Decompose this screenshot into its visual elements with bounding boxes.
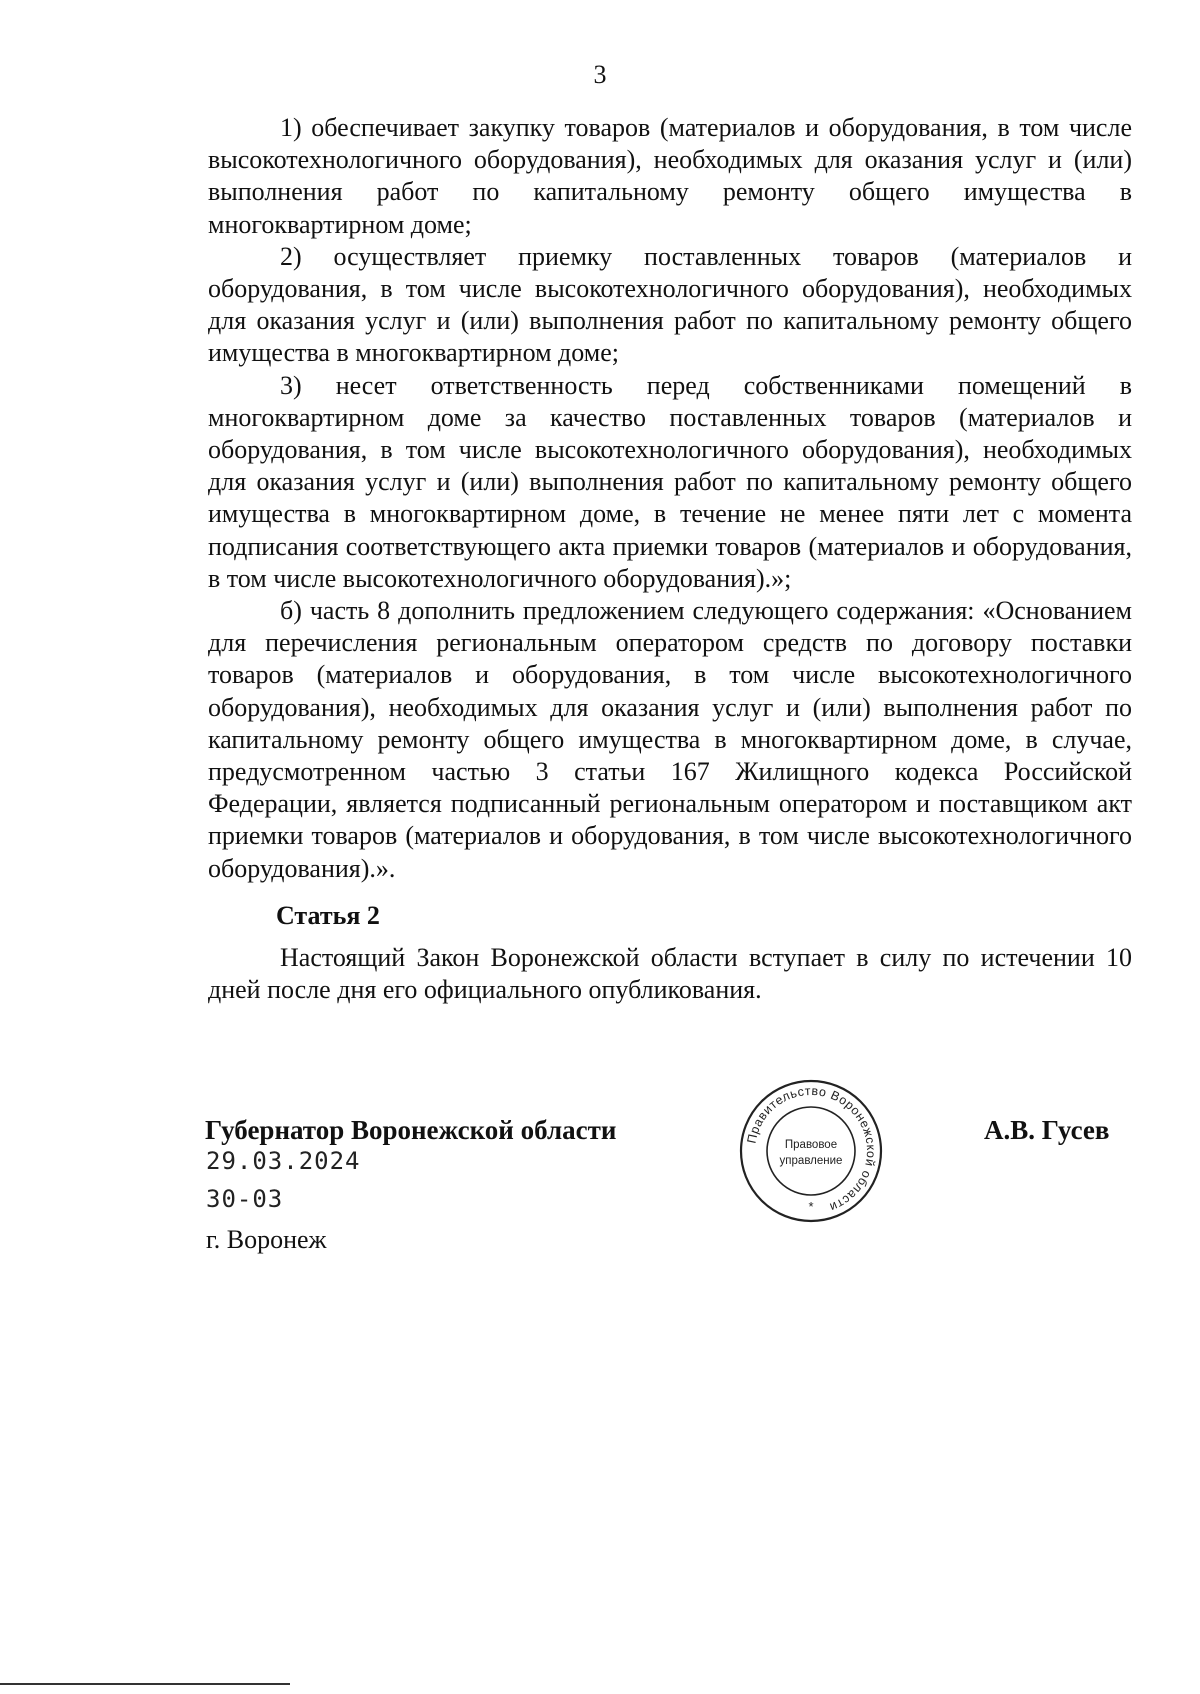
bottom-rule <box>0 1683 290 1685</box>
stamp-seal <box>736 1076 886 1226</box>
paragraph-1: 1) обеспечивает закупку товаров (материалов и оборудования, в том числе высокотехнологичного оборудования), необходимых для оказания услуг и (или) выполнения работ по капитальному ремонту общего имущества в многоквартирном доме; <box>208 113 1132 239</box>
paragraph-2: 2) осуществляет приемку поставленных товаров (материалов и оборудования, в том числе высокотехнологичного оборудования), необходимых для оказания услуг и (или) выполнения работ по капитальному ремонту общего имущества в многоквартирном доме; <box>208 241 1132 368</box>
paragraph-3: 3) несет ответственность перед собственниками помещений в многоквартирном доме за качество поставленных товаров (материалов и оборудования, в том числе высокотехнологичного оборудования), необходимых для оказания услуг и (или) выполнения работ по капитальному ремонту общего имущества в многоквартирном доме, в течение не менее пяти лет с момента подписания соответствующего акта приемки товаров (материалов и оборудования, в том числе высокотехнологичного оборудования).»; <box>208 370 1132 593</box>
stamp-line-1: Правовое <box>784 1139 838 1151</box>
document-number: 30-03 <box>206 1185 284 1213</box>
stamp-star: * <box>808 1199 814 1214</box>
signature-date: 29.03.2024 <box>206 1147 361 1175</box>
stamp-outer-text: Правительство Воронежской области <box>744 1083 879 1215</box>
stamp-line-2: управление <box>779 1155 843 1167</box>
paragraph-4: б) часть 8 дополнить предложением следующего содержания: «Основанием для перечисления региональным оператором средств по договору поставки товаров (материалов и оборудования, в том числе высокотехнологичного оборудования), необходимых для оказания услуг и (или) выполнения работ по капитальному ремонту общего имущества в многоквартирном доме, в случае, предусмотренном частью 3 статьи 167 Жилищного кодекса Российской Федерации, является подписанный региональным оператором и поставщиком акт приемки товаров (материалов и оборудования, в том числе высокотехнологичного оборудования).». <box>208 596 1132 883</box>
article-text: Настоящий Закон Воронежской области вступает в силу по истечении 10 дней после дня его официального опубликования. <box>208 942 1132 1005</box>
document-body <box>208 112 1132 1006</box>
article-heading: Статья 2 <box>276 900 380 930</box>
signature-title: Губернатор Воронежской области <box>205 1115 617 1145</box>
page-number: 3 <box>593 60 607 89</box>
signature-name: А.В. Гусев <box>984 1115 1110 1145</box>
signature-city: г. Воронеж <box>206 1225 327 1254</box>
